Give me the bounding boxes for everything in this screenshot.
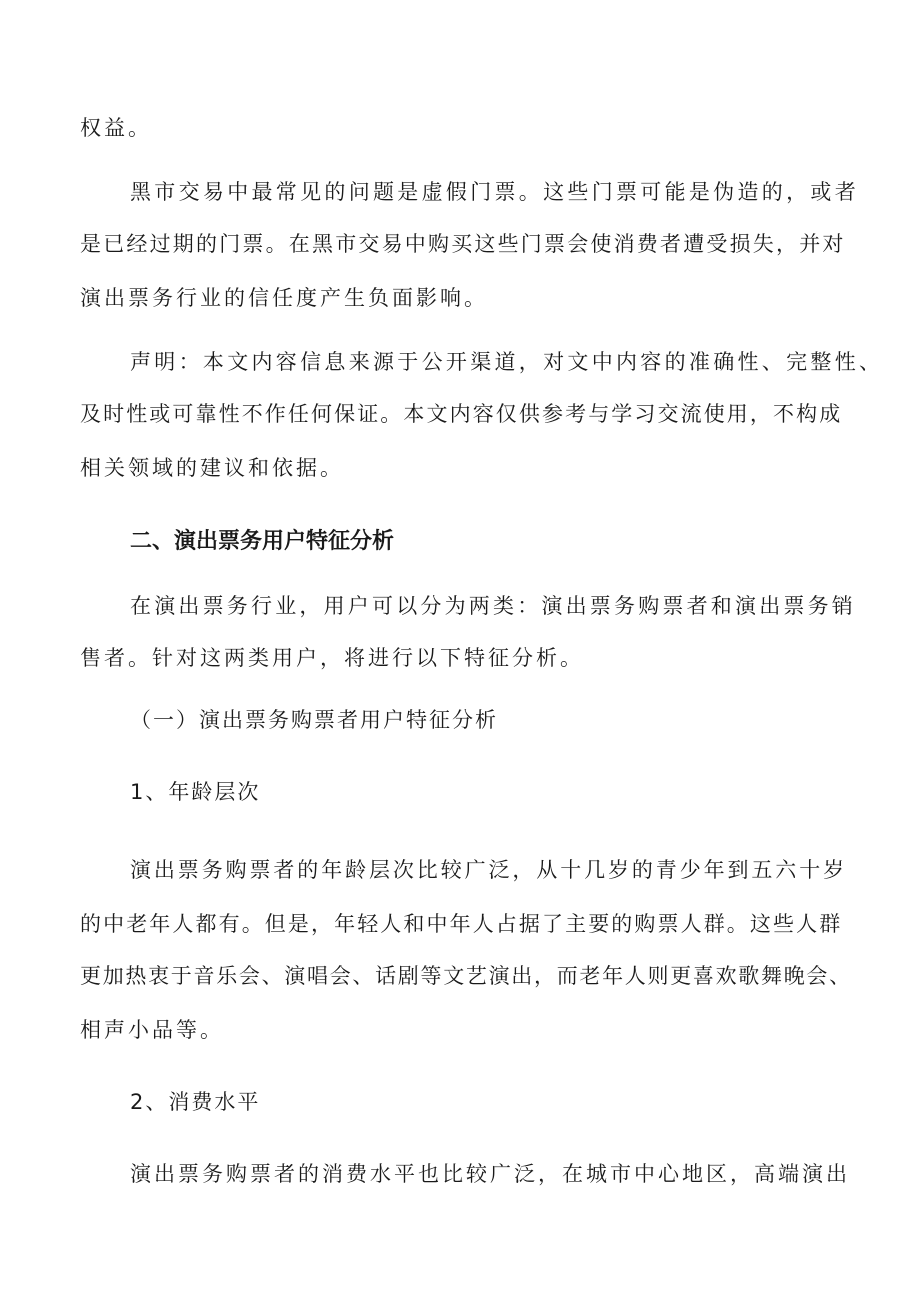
- paragraph-age-line: 更加热衷于音乐会、演唱会、话剧等文艺演出，而老年人则更喜欢歌舞晚会、: [80, 964, 852, 988]
- paragraph-age-line: 的中老年人都有。但是，年轻人和中年人占据了主要的购票人群。这些人群: [80, 912, 843, 936]
- item-heading-age: 1、年龄层次: [130, 780, 261, 804]
- paragraph-age-line: 演出票务购票者的年龄层次比较广泛，从十几岁的青少年到五六十岁: [130, 858, 847, 882]
- paragraph-continued-line: 权益。: [80, 116, 152, 140]
- subsection-heading: （一）演出票务购票者用户特征分析: [130, 708, 498, 732]
- paragraph-consumption-line: 演出票务购票者的消费水平也比较广泛，在城市中心地区，高端演出: [130, 1162, 850, 1186]
- paragraph-black-market-line: 演出票务行业的信任度产生负面影响。: [80, 286, 488, 310]
- paragraph-intro-line: 在演出票务行业，用户可以分为两类：演出票务购票者和演出票务销: [130, 594, 856, 618]
- paragraph-disclaimer-line: 及时性或可靠性不作任何保证。本文内容仅供参考与学习交流使用，不构成: [80, 402, 843, 426]
- paragraph-black-market-line: 是已经过期的门票。在黑市交易中购买这些门票会使消费者遭受损失，并对: [80, 232, 846, 256]
- paragraph-intro-line: 售者。针对这两类用户，将进行以下特征分析。: [80, 646, 584, 670]
- paragraph-black-market-line: 黑市交易中最常见的问题是虚假门票。这些门票可能是伪造的，或者: [130, 180, 859, 204]
- item-heading-consumption: 2、消费水平: [130, 1090, 261, 1114]
- section-heading: 二、演出票务用户特征分析: [130, 529, 395, 554]
- paragraph-disclaimer-line: 相关领域的建议和依据。: [80, 456, 344, 480]
- paragraph-age-line: 相声小品等。: [80, 1018, 224, 1042]
- paragraph-disclaimer-line: 声明：本文内容信息来源于公开渠道，对文中内容的准确性、完整性、: [130, 350, 884, 374]
